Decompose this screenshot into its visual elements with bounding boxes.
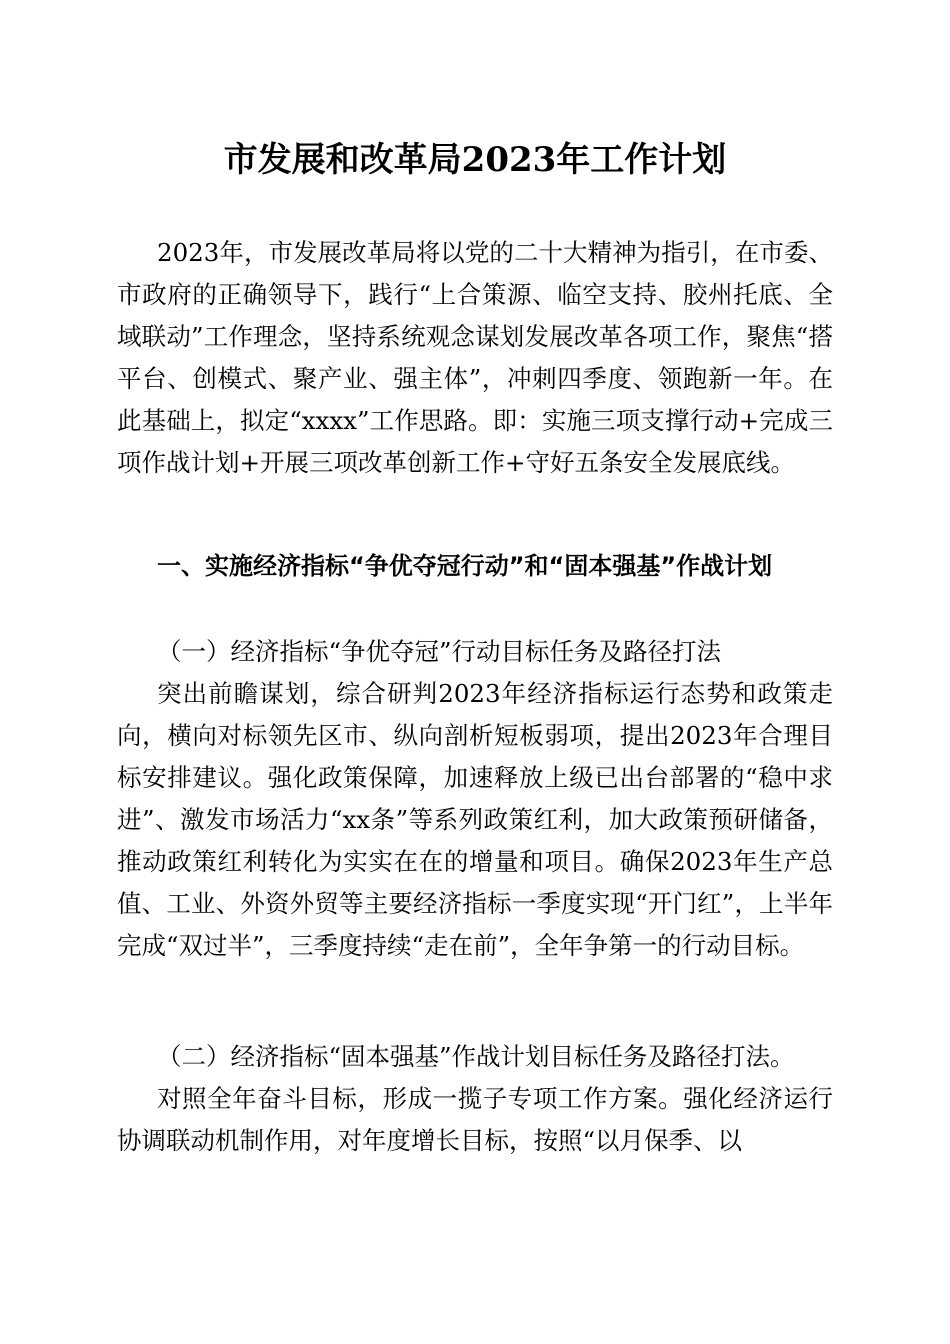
document-title: 市发展和改革局2023年工作计划 [223, 140, 727, 180]
subsection-heading-1: （一）经济指标“争优夺冠”行动目标任务及路径打法 [157, 637, 722, 666]
section-heading-1: 一、实施经济指标“争优夺冠行动”和“固本强基”作战计划 [157, 552, 773, 580]
subsection-2-body: 对照全年奋斗目标，形成一揽子专项工作方案。强化经济运行协调联动机制作用，对年度增长目标，按照“以月保季、以 [117, 1084, 833, 1155]
subsection-1-body: 突出前瞻谋划，综合研判2023年经济指标运行态势和政策走向，横向对标领先区市、纵向剖析短板弱项，提出2023年合理目标安排建议。强化政策保障，加速释放上级已出台部署的“稳中求进”、激发市场活力“xx条”等系列政策红利，加大政策预研储备，推动政策红利转化为实实在在的增量和项目。确保2023年生产总值、工业、外资外贸等主要经济指标一季度实现“开门红”，上半年完成“双过半”，三季度持续“走在前”，全年争第一的行动目标。 [117, 679, 833, 960]
intro-paragraph: 2023年，市发展改革局将以党的二十大精神为指引，在市委、市政府的正确领导下，践行“上合策源、临空支持、胶州托底、全域联动”工作理念，坚持系统观念谋划发展改革各项工作，聚焦“搭平台、创模式、聚产业、强主体”，冲刺四季度、领跑新一年。在此基础上，拟定“xxxx”工作思路。即：实施三项支撑行动+完成三项作战计划+开展三项改革创新工作+守好五条安全发展底线。 [117, 238, 833, 477]
subsection-heading-2: （二）经济指标“固本强基”作战计划目标任务及路径打法。 [157, 1042, 795, 1071]
